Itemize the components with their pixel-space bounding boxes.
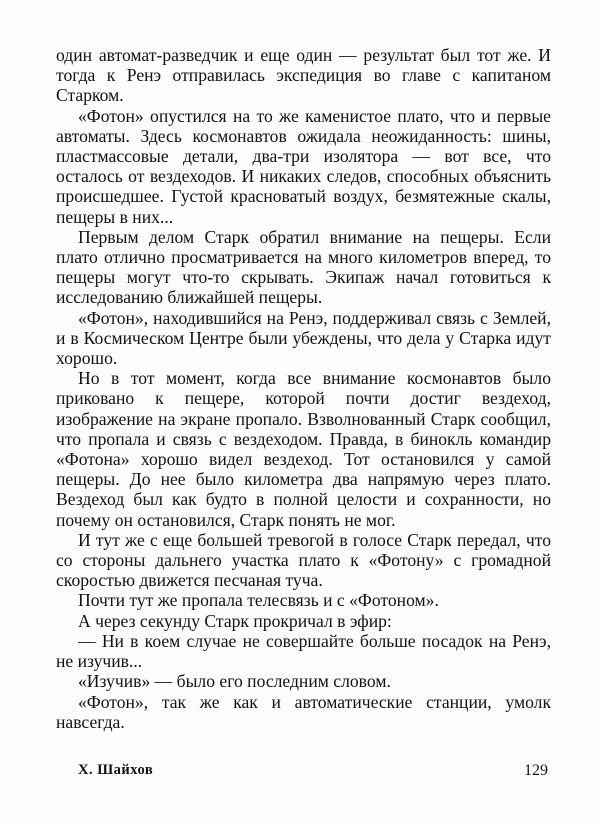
paragraph: один автомат-разведчик и еще один — результат был тот же. И тогда к Ренэ отправилась экспедиция во главе с капитаном Старком. (56, 45, 551, 106)
paragraph: Первым делом Старк обратил внимание на пещеры. Если плато отлично просматривается на много километров вперед, то пещеры могут что-то скрывать. Экипаж начал готовиться к исследованию ближайшей пещеры. (56, 226, 551, 308)
paragraph: А через секунду Старк прокричал в эфир: (78, 610, 392, 631)
paragraph: Но в тот момент, когда все внимание космонавтов было приковано к пещере, которой почти достиг вездеход, изображение на экране пропало. Взволнованный Старк сообщил, что пропала и связь с вездеходом. Правда, в бинокль командир «Фотона» хорошо видел вездеход. Тот остановился у самой пещеры. До нее было километра два напрямую через плато. Вездеход был как будто в полной целости и сохранности, но почему он остановился, Старк понять не мог. (56, 368, 551, 530)
page-number: 129 (524, 762, 548, 779)
paragraph: «Фотон» опустился на то же каменистое плато, что и первые автоматы. Здесь космонавтов ожидала неожиданность: шины, пластмассовые детали, два-три изолятора — вот все, что осталось от вездеходов. И никаких следов, способных объяснить происшедшее. Густой красноватый воздух, безмятежные скалы, пещеры в них... (56, 105, 551, 227)
paragraph: Почти тут же пропала телесвязь и с «Фотоном». (78, 590, 439, 611)
paragraph: И тут же с еще большей тревогой в голосе Старк передал, что со стороны дальнего участка плато к «Фотону» с громадной скоростью движется песчаная туча. (56, 529, 551, 591)
paragraph: «Фотон», находившийся на Ренэ, поддерживал связь с Землей, и в Космическом Центре были убеждены, что дела у Старка идут хорошо. (56, 307, 551, 369)
paragraph: «Фотон», так же как и автоматические станции, умолк навсегда. (56, 691, 551, 732)
paragraph: — Ни в коем случае не совершайте больше посадок на Ренэ, не изучив... (56, 630, 551, 672)
page-footer (78, 762, 548, 784)
paragraph: «Изучив» — было его последним словом. (78, 671, 391, 692)
footer-author: Х. Шайхов (78, 762, 154, 778)
body-text (56, 45, 551, 732)
